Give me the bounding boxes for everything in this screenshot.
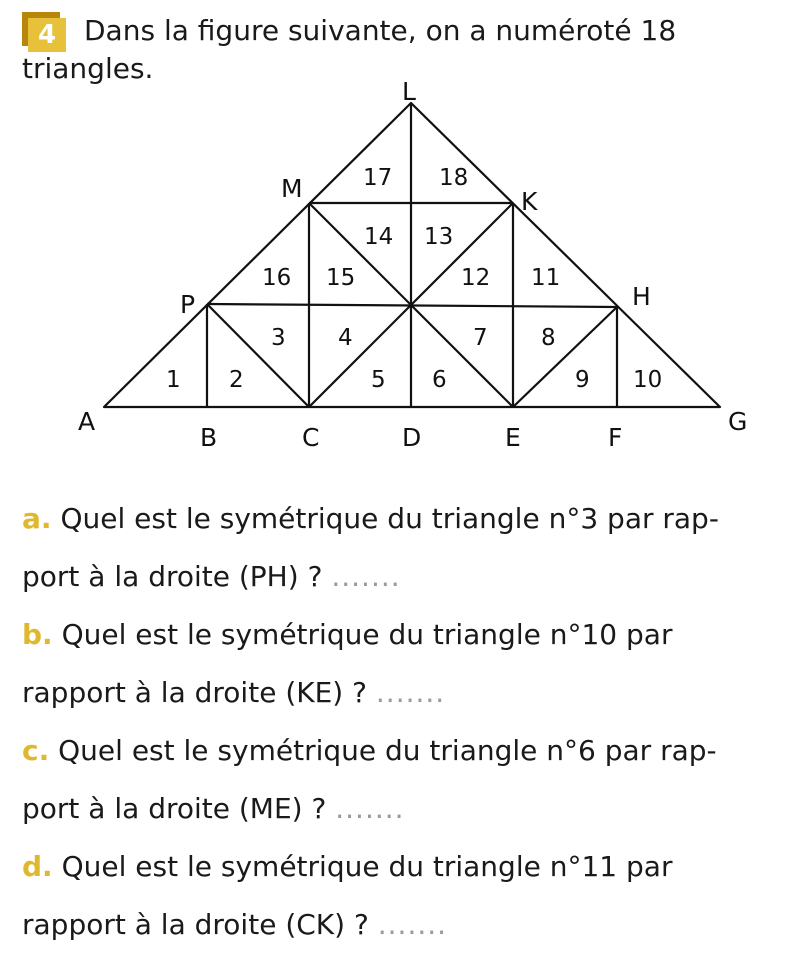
point-label-L: L bbox=[402, 77, 416, 106]
answer-blank[interactable]: ....... bbox=[331, 560, 401, 593]
triangle-number: 4 bbox=[338, 325, 353, 351]
triangle-number: 15 bbox=[326, 265, 356, 291]
triangle-number: 16 bbox=[262, 265, 292, 291]
question-text: Quel est le symétrique du triangle n°11 par bbox=[61, 850, 673, 883]
point-label-D: D bbox=[402, 423, 422, 452]
triangle-number: 1 bbox=[166, 367, 181, 393]
question-a bbox=[22, 490, 782, 606]
triangle-number: 7 bbox=[473, 325, 488, 351]
question-d bbox=[22, 838, 782, 954]
question-text-continued: port à la droite (ME) ? bbox=[22, 792, 327, 825]
point-label-M: M bbox=[281, 174, 303, 203]
answer-blank[interactable]: ....... bbox=[377, 908, 448, 941]
triangle-figure bbox=[0, 0, 803, 470]
point-label-G: G bbox=[728, 407, 748, 436]
question-letter: b. bbox=[22, 618, 53, 651]
question-text-continued: rapport à la droite (CK) ? bbox=[22, 908, 369, 941]
question-text: Quel est le symétrique du triangle n°10 par bbox=[61, 618, 673, 651]
triangle-number: 8 bbox=[541, 325, 556, 351]
triangle-number: 2 bbox=[229, 367, 244, 393]
segment-PC bbox=[207, 304, 309, 407]
triangle-number: 9 bbox=[575, 367, 590, 393]
question-letter: d. bbox=[22, 850, 53, 883]
triangle-number: 14 bbox=[364, 224, 394, 250]
point-label-E: E bbox=[505, 423, 521, 452]
triangle-number: 3 bbox=[271, 325, 286, 351]
point-label-A: A bbox=[78, 407, 96, 436]
question-letter: c. bbox=[22, 734, 50, 767]
point-label-H: H bbox=[632, 282, 651, 311]
point-label-B: B bbox=[200, 423, 218, 452]
triangle-number: 18 bbox=[439, 165, 469, 191]
question-c bbox=[22, 722, 782, 838]
triangle-number: 6 bbox=[432, 367, 447, 393]
question-b bbox=[22, 606, 782, 722]
question-letter: a. bbox=[22, 502, 52, 535]
triangle-number: 13 bbox=[424, 224, 454, 250]
triangle-number: 10 bbox=[633, 367, 663, 393]
triangle-number: 12 bbox=[461, 265, 491, 291]
question-text: Quel est le symétrique du triangle n°6 par rap- bbox=[58, 734, 717, 767]
point-label-P: P bbox=[180, 290, 196, 319]
question-text-continued: rapport à la droite (KE) ? bbox=[22, 676, 367, 709]
triangle-number: 11 bbox=[531, 265, 561, 291]
answer-blank[interactable]: ....... bbox=[375, 676, 446, 709]
triangle-number: 5 bbox=[371, 367, 386, 393]
exercise-number: 4 bbox=[28, 18, 66, 52]
question-text-continued: port à la droite (PH) ? bbox=[22, 560, 323, 593]
triangle-number: 17 bbox=[363, 165, 393, 191]
point-label-K: K bbox=[521, 187, 538, 216]
question-text: Quel est le symétrique du triangle n°3 par rap- bbox=[60, 502, 719, 535]
point-label-C: C bbox=[302, 423, 320, 452]
segment-HE bbox=[513, 307, 617, 407]
questions-list bbox=[22, 490, 782, 954]
point-label-F: F bbox=[608, 423, 623, 452]
exercise-intro: Dans la figure suivante, on a numéroté 18 triangles. bbox=[22, 14, 677, 85]
answer-blank[interactable]: ....... bbox=[335, 792, 405, 825]
